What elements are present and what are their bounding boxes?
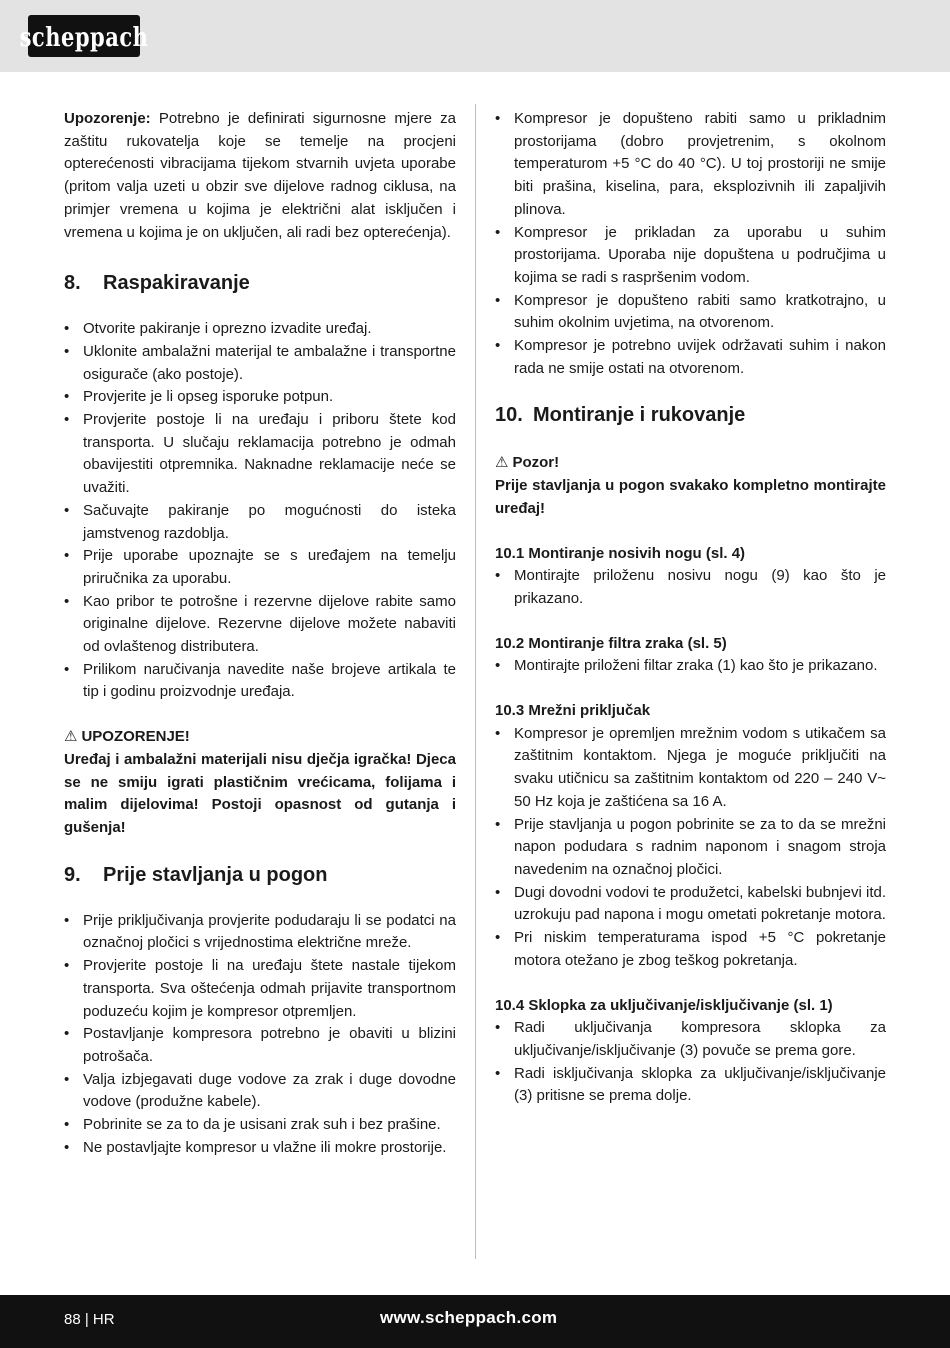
list-item: • Prije uporabe upoznajte se s uređajem na temelju priručnika za uporabu. — [64, 545, 456, 590]
subsection-heading-10-2: 10.2 Montiranje filtra zraka (sl. 5) — [495, 634, 727, 652]
list-item: • Valja izbjegavati duge vodove za zrak i duge dovodne vodove (produžne kabele). — [64, 1069, 456, 1114]
subsection-heading-10-1: 10.1 Montiranje nosivih nogu (sl. 4) — [495, 544, 746, 562]
warning-triangle-icon: ⚠ — [64, 728, 78, 746]
list-item: • Postavljanje kompresora potrebno je obaviti u blizini potrošača. — [64, 1023, 456, 1068]
subsection-heading-10-4: 10.4 Sklopka za uključivanje/isključivanje (sl. 1) — [495, 996, 833, 1014]
mains-list — [495, 723, 886, 973]
list-item: • Kompresor je dopušteno rabiti samo u prikladnim prostorijama (dobro provjetrenim, s okolnom temperaturom +5 °C do 40 °C). U toj prostoriji ne smije biti prašina, kiselina, para, eksplozivnih ili zapaljivih plinova. — [495, 108, 886, 222]
brand-logo — [19, 15, 149, 57]
unpacking-list — [64, 318, 456, 704]
header-bar — [0, 0, 950, 72]
brand-text: scheppach — [19, 20, 149, 52]
warning-title: UPOZORENJE! — [81, 728, 190, 746]
filter-list — [495, 655, 886, 678]
warning-heading — [64, 726, 456, 749]
list-item: • Kompresor je opremljen mrežnim vodom s utikačem sa zaštitnim kontaktom. Njega je moguće priključiti na svaku utičnicu sa zaštitnim kontaktom od 220 – 240 V~ 50 Hz koja je zaštićena sa 16 A. — [495, 723, 886, 814]
section-heading-10 — [495, 402, 886, 428]
list-item: • Montirajte priloženi filtar zraka (1) kao što je prikazano. — [495, 655, 886, 678]
list-item: • Kompresor je prikladan za uporabu u suhim prostorijama. Uporaba nije dopuštena u područjima u kojima se radi s raspršenim vodom. — [495, 222, 886, 290]
list-item: • Provjerite postoje li na uređaju štete nastale tijekom transporta. Sva oštećenja odmah prijavite transportnom poduzeću kojim je kompresor otpremljen. — [64, 955, 456, 1023]
list-item: • Prije stavljanja u pogon pobrinite se za to da se mrežni napon podudara s radnim naponom i snagom stroja navedenim na označnoj pločici. — [495, 814, 886, 882]
section-title: Raspakiravanje — [103, 272, 250, 295]
section-number: 8. — [64, 272, 81, 295]
switch-list — [495, 1017, 886, 1108]
right-column — [495, 108, 886, 1108]
list-item: • Sačuvajte pakiranje po mogućnosti do isteka jamstvenog razdoblja. — [64, 500, 456, 545]
subsection-heading-10-3: 10.3 Mrežni priključak — [495, 702, 651, 720]
list-item: • Pobrinite se za to da je usisani zrak suh i bez prašine. — [64, 1114, 456, 1137]
section-title: Montiranje i rukovanje — [533, 404, 746, 427]
list-item: • Prije priključivanja provjerite podudaraju li se podatci na označnoj pločici s vrijednostima električne mreže. — [64, 910, 456, 955]
caution-box — [495, 452, 886, 520]
section-heading-8 — [64, 270, 456, 296]
section-number: 10. — [495, 404, 523, 427]
page-number: 88 | HR — [64, 1311, 115, 1328]
left-column — [64, 108, 456, 1159]
list-item: • Kompresor je dopušteno rabiti samo kratkotrajno, u suhim okolnim uvjetima, na otvorenom. — [495, 290, 886, 335]
caution-body: Prije stavljanja u pogon svakako kompletno montirajte uređaj! — [495, 477, 886, 517]
list-item: • Radi uključivanja kompresora sklopka za uključivanje/isključivanje (3) povuče se prema gore. — [495, 1017, 886, 1062]
caution-heading — [495, 452, 886, 475]
list-item: • Provjerite je li opseg isporuke potpun. — [64, 386, 456, 409]
warning-label: Upozorenje: — [64, 110, 151, 127]
warning-box — [64, 726, 456, 840]
list-item: • Dugi dovodni vodovi te produžetci, kabelski bubnjevi itd. uzrokuju pad napona i mogu ometati pokretanje motora. — [495, 882, 886, 927]
list-item: • Kao pribor te potrošne i rezervne dijelove rabite samo originalne dijelove. Rezervne dijelove možete nabaviti od ovlaštenog distributera. — [64, 591, 456, 659]
section-title: Prije stavljanja u pogon — [103, 863, 328, 886]
list-item: • Pri niskim temperaturama ispod +5 °C pokretanje motora otežano je zbog teškog pokretanja. — [495, 927, 886, 972]
legs-list — [495, 565, 886, 610]
list-item: • Montirajte priloženu nosivu nogu (9) kao što je prikazano. — [495, 565, 886, 610]
before-start-list — [64, 910, 456, 1160]
section-heading-9 — [64, 862, 456, 888]
list-item: • Provjerite postoje li na uređaju i priboru štete kod transporta. U slučaju reklamacija potrebno je odmah obavijestiti otpremnika. Naknadne reklamacije neće se uvažiti. — [64, 409, 456, 500]
list-item: • Ne postavljajte kompresor u vlažne ili mokre prostorije. — [64, 1137, 456, 1160]
list-item: • Uklonite ambalažni materijal te ambalažne i transportne osigurače (ako postoje). — [64, 341, 456, 386]
footer-bar — [0, 1295, 950, 1348]
caution-title: Pozor! — [512, 454, 560, 472]
section-number: 9. — [64, 863, 81, 886]
warning-body: Uređaj i ambalažni materijali nisu dječja igračka! Djeca se ne smiju igrati plastičnim vrećicama, folijama i malim dijelovima! Postoji opasnost od gutanja i gušenja! — [64, 750, 456, 836]
warning-text: Potrebno je definirati sigurnosne mjere za zaštitu rukovatelja koje se temelje na procjeni opterećenosti vibracijama tijekom stvarnih uvjeta uporabe (pritom valja uzeti u obzir sve dijelove radnog ciklusa, na primjer vremena u kojima je električni alat isključen i vremena u kojima je on uključen, ali radi bez opterećenja). — [64, 110, 456, 241]
list-item: • Kompresor je potrebno uvijek održavati suhim i nakon rada ne smije ostati na otvorenom. — [495, 335, 886, 380]
list-item: • Prilikom naručivanja navedite naše brojeve artikala te tip i godinu proizvodnje uređaja. — [64, 659, 456, 704]
list-item: • Radi isključivanja sklopka za uključivanje/isključivanje (3) pritisne se prema dolje. — [495, 1063, 886, 1108]
vibration-warning-paragraph — [64, 108, 456, 244]
column-divider — [475, 104, 476, 1259]
list-item: • Otvorite pakiranje i oprezno izvadite uređaj. — [64, 318, 456, 341]
caution-triangle-icon: ⚠ — [495, 454, 509, 472]
website-link[interactable]: www.scheppach.com — [380, 1308, 558, 1327]
usage-conditions-list — [495, 108, 886, 380]
